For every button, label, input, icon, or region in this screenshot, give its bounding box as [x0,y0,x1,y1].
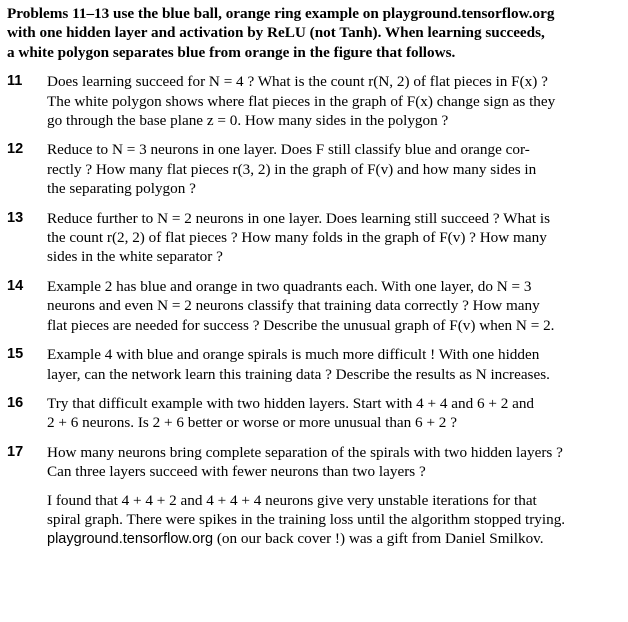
problem-15 [7,345,620,384]
problem-number: 15 [7,346,24,363]
problem-text: Try that difficult example with two hidden layers. Start with 4 + 4 and 6 + 2 and 2 + 6 neurons. Is 2 + 6 better or worse or more unusual than 6 + 2 ? [47,394,535,432]
problem-text: Example 2 has blue and orange in two quadrants each. With one layer, do N = 3 neurons and even N = 2 neurons classify that training data correctly ? How many flat pieces are needed for success ? Describe the unusual graph of F(v) when N = 2. [47,277,555,334]
problem-number: 16 [7,394,24,411]
note-text: I found that 4 + 4 + 2 and 4 + 4 + 4 neurons give very unstable iterations for that spiral graph. There were spikes in the training loss until the algorithm stopped trying. playground.tensorflow.org (on our back cover !) was a gift from Daniel Smilkov. [47,491,620,550]
problem-text: How many neurons bring complete separation of the spirals with two hidden layers ? Can three layers succeed with fewer neurons than two layers ? [47,443,563,481]
playground-site-text: playground.tensorflow.org [47,531,214,548]
problem-number: 13 [7,209,24,226]
problem-14 [7,277,620,335]
intro-line: Problems 11–13 use the blue ball, orange ring example on playground.tensorflow.org [7,5,555,22]
problem-text: Reduce further to N = 2 neurons in one layer. Does learning still succeed ? What is the count r(2, 2) of flat pieces ? How many folds in the graph of F(v) ? How many sides in the white separator ? [47,209,550,266]
problem-number: 14 [7,277,24,294]
problem-17 [7,443,620,482]
problem-12 [7,140,620,198]
intro-line: a white polygon separates blue from orange in the figure that follows. [7,43,456,61]
note-last-line: playground.tensorflow.org (on our back cover !) was a gift from Daniel Smilkov. [47,530,544,548]
intro-line: with one hidden layer and activation by ReLU (not Tanh). When learning succeeds, [7,24,545,42]
problem-text: Reduce to N = 3 neurons in one layer. Does F still classify blue and orange cor- rectly ? How many flat pieces r(3, 2) in the graph of F(v) and how many sides in the separating polygon ? [47,141,537,198]
author-note [7,491,620,550]
problem-number: 17 [7,443,24,460]
problem-text: Example 4 with blue and orange spirals is much more difficult ! With one hidden layer, can the network learn this training data ? Describe the results as N increases. [47,346,550,383]
problem-16 [7,394,620,433]
textbook-page [0,4,628,622]
problem-number: 12 [7,141,24,158]
problem-11 [7,72,620,130]
problem-13 [7,209,620,267]
problem-set-intro [7,4,620,62]
problem-text: Does learning succeed for N = 4 ? What is the count r(N, 2) of flat pieces in F(x) ? The white polygon shows where flat pieces in the graph of F(x) change sign as they go through the base plane z = 0. How many sides in the polygon ? [47,73,556,130]
problem-number: 11 [7,73,23,90]
